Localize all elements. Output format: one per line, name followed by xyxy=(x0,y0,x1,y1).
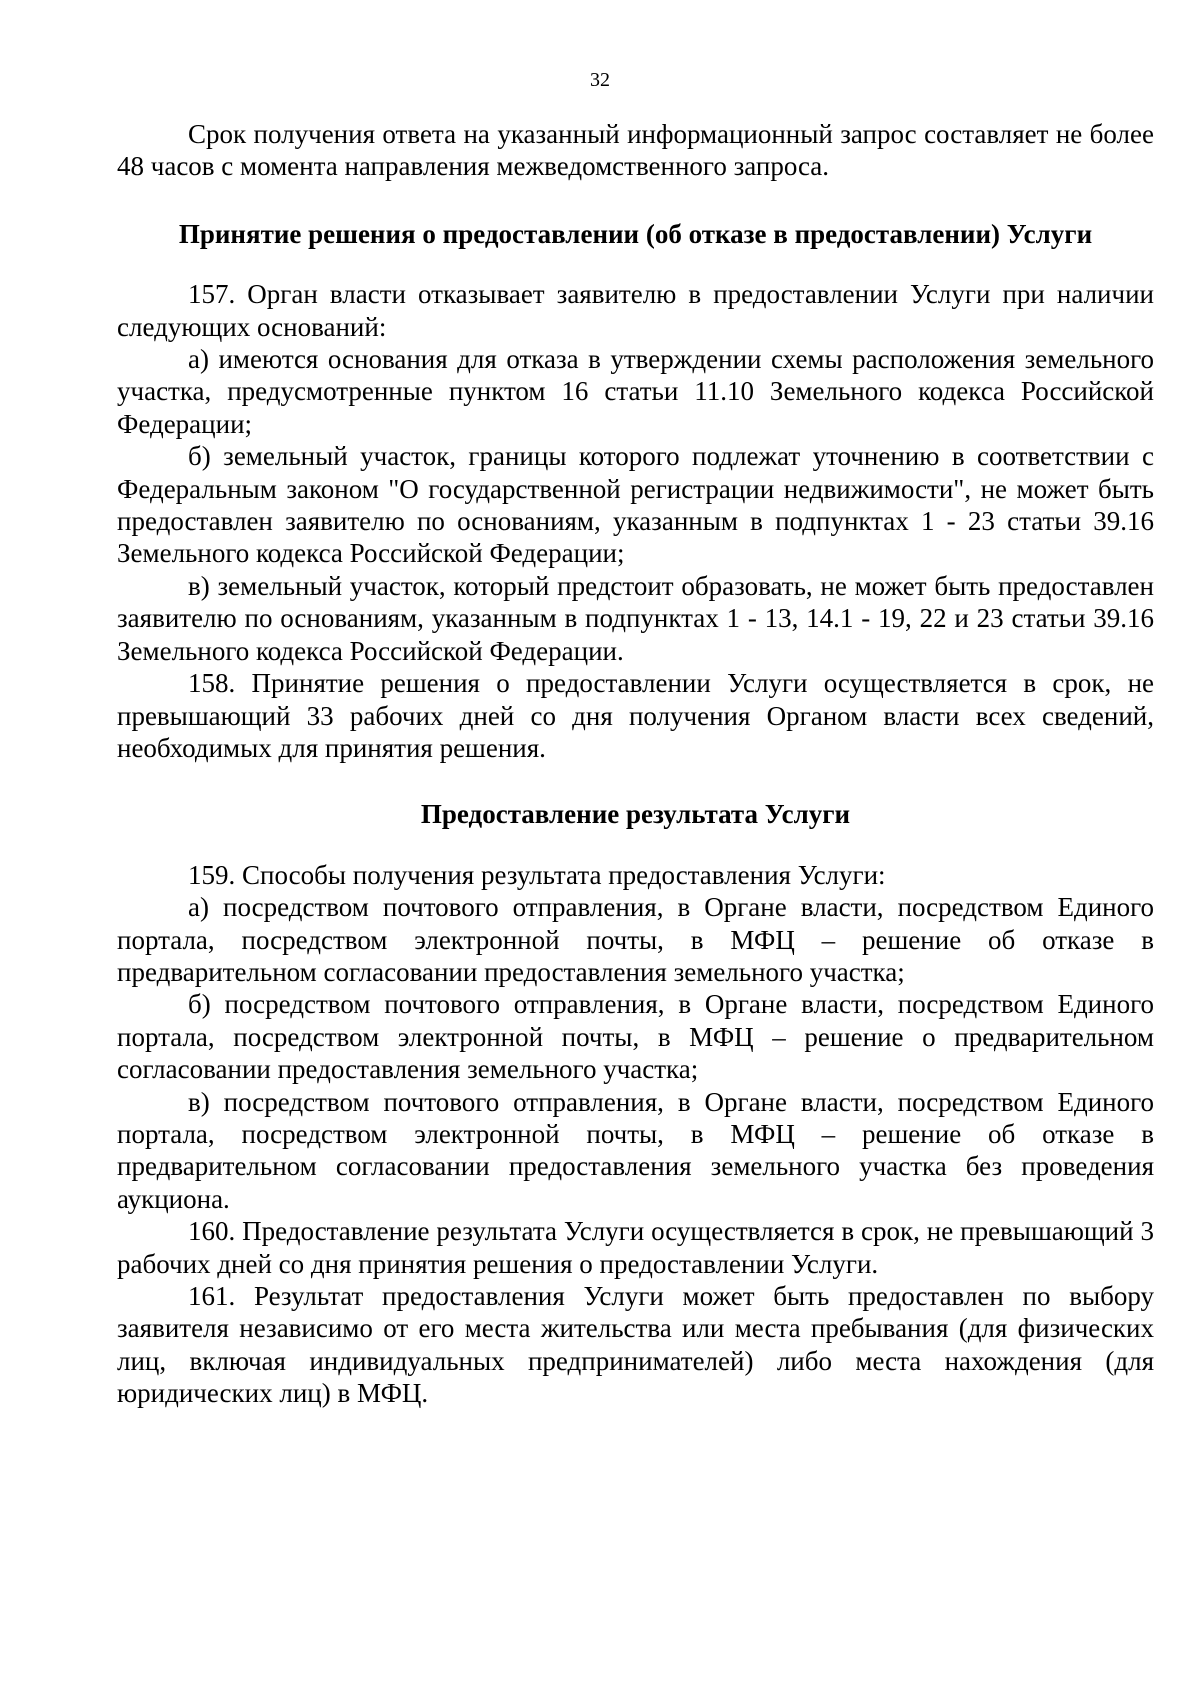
paragraph-159-a: а) посредством почтового отправления, в Органе власти, посредством Единого портала, посредством электронной почты, в МФЦ – решение об отказе в предварительном согласовании предоставления земельного участка; xyxy=(117,892,1154,987)
paragraph-157-a: а) имеются основания для отказа в утверждении схемы расположения земельного участка, предусмотренные пунктом 16 статьи 11.10 Земельного кодекса Российской Федерации; xyxy=(117,344,1154,439)
paragraph-157-b: б) земельный участок, границы которого подлежат уточнению в соответствии с Федеральным законом "О государственной регистрации недвижимости", не может быть предоставлен заявителю по основаниям, указанным в подпунктах 1 - 23 статьи 39.16 Земельного кодекса Российской Федерации; xyxy=(117,441,1154,569)
paragraph-159: 159. Способы получения результата предоставления Услуги: xyxy=(188,859,886,890)
section-heading-result: Предоставление результата Услуги xyxy=(420,799,851,830)
document-body xyxy=(117,118,1154,1410)
paragraph-157: 157. Орган власти отказывает заявителю в предоставлении Услуги при наличии следующих оснований: xyxy=(117,279,1154,342)
paragraph-158: 158. Принятие решения о предоставлении Услуги осуществляется в срок, не превышающий 33 рабочих дней со дня получения Органом власти всех сведений, необходимых для принятия решения. xyxy=(117,668,1154,763)
paragraph-161: 161. Результат предоставления Услуги может быть предоставлен по выбору заявителя независимо от его места жительства или места пребывания (для физических лиц, включая индивидуальных предпринимателей) либо места нахождения (для юридических лиц) в МФЦ. xyxy=(117,1281,1154,1409)
paragraph-response-deadline: Срок получения ответа на указанный информационный запрос составляет не более 48 часов с момента направления межведомственного запроса. xyxy=(117,119,1154,182)
paragraph-157-v: в) земельный участок, который предстоит образовать, не может быть предоставлен заявителю по основаниям, указанным в подпунктах 1 - 13, 14.1 - 19, 22 и 23 статьи 39.16 Земельного кодекса Российской Федерации. xyxy=(117,570,1154,666)
page-number: 32 xyxy=(590,69,610,91)
paragraph-159-b: б) посредством почтового отправления, в Органе власти, посредством Единого портала, посредством электронной почты, в МФЦ – решение о предварительном согласовании предоставления земельного участка; xyxy=(117,989,1154,1085)
paragraph-160: 160. Предоставление результата Услуги осуществляется в срок, не превышающий 3 рабочих дней со дня принятия решения о предоставлении Услуги. xyxy=(117,1216,1154,1279)
paragraph-159-v: в) посредством почтового отправления, в Органе власти, посредством Единого портала, посредством электронной почты, в МФЦ – решение об отказе в предварительном согласовании предоставления земельного участка без проведения аукциона. xyxy=(117,1086,1154,1214)
section-heading-decision: Принятие решения о предоставлении (об отказе в предоставлении) Услуги xyxy=(178,218,1093,249)
